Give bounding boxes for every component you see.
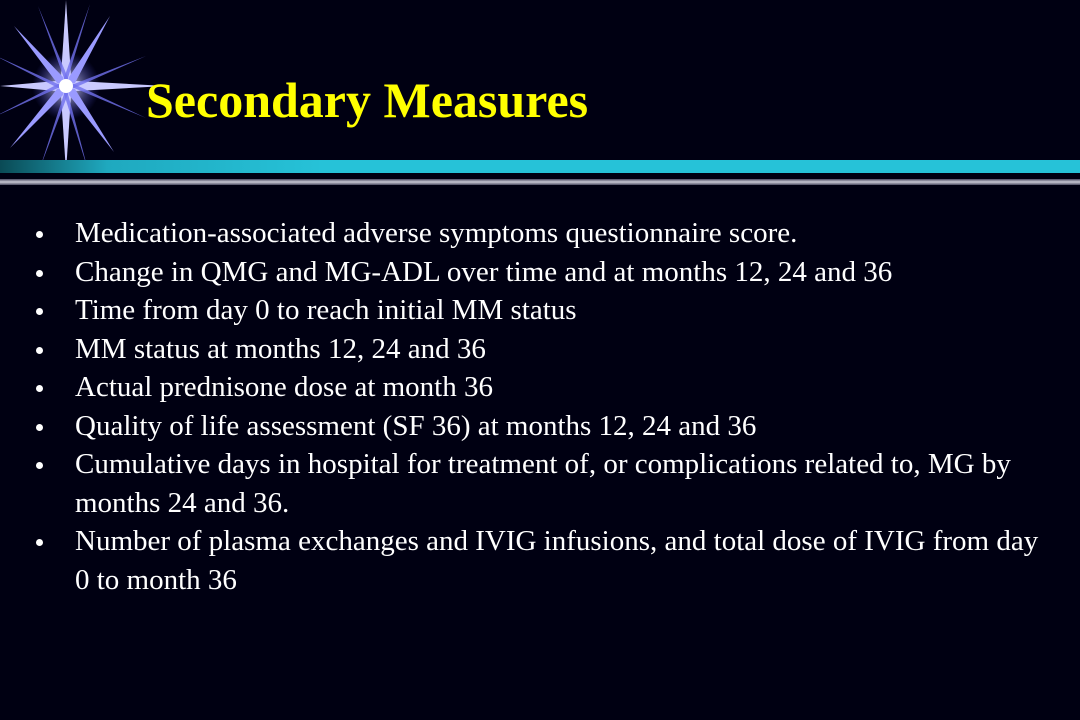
list-item <box>28 445 1058 522</box>
slide-title: Secondary Measures <box>146 72 589 128</box>
bullet-dot-icon <box>36 462 43 469</box>
bullet-dot-icon <box>36 385 43 392</box>
list-item-text: MM status at months 12, 24 and 36 <box>75 332 486 365</box>
list-item <box>28 330 1058 369</box>
list-item-text: Time from day 0 to reach initial MM status <box>75 294 577 326</box>
title-divider-secondary <box>0 179 1080 185</box>
list-item-text: Number of plasma exchanges and IVIG infusions, and total dose of IVIG from day 0 to month 36 <box>75 525 1039 596</box>
list-item-text: Cumulative days in hospital for treatment of, or complications related to, MG by months 24 and 36. <box>75 448 1011 519</box>
bullet-dot-icon <box>36 424 43 431</box>
bullet-dot-icon <box>36 270 43 277</box>
bullet-dot-icon <box>36 308 43 315</box>
bullet-dot-icon <box>36 347 43 354</box>
bullet-dot-icon <box>36 231 43 238</box>
bullet-list <box>28 214 1058 599</box>
list-item <box>28 407 1058 446</box>
list-item <box>28 368 1058 407</box>
list-item <box>28 253 1058 292</box>
list-item <box>28 214 1058 253</box>
starburst-icon <box>0 0 170 180</box>
title-divider-accent <box>0 160 1080 173</box>
list-item <box>28 522 1058 599</box>
list-item-text: Actual prednisone dose at month 36 <box>75 371 493 403</box>
bullet-dot-icon <box>36 539 43 546</box>
list-item-text: Medication-associated adverse symptoms questionnaire score. <box>75 217 798 249</box>
list-item-text: Change in QMG and MG-ADL over time and at months 12, 24 and 36 <box>75 255 893 288</box>
list-item-text: Quality of life assessment (SF 36) at months 12, 24 and 36 <box>75 409 757 442</box>
list-item <box>28 291 1058 330</box>
